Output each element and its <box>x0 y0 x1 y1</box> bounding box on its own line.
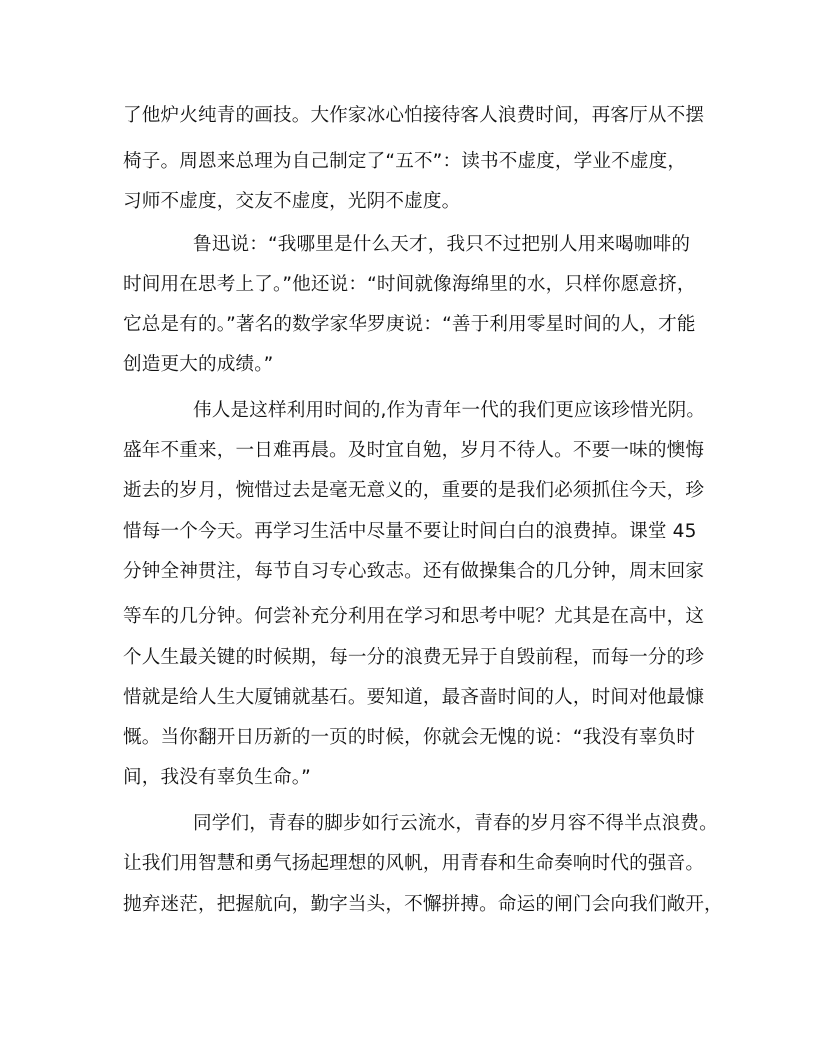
text-line: 惜每一个今天。再学习生活中尽量不要让时间白白的浪费掉。课堂 45 <box>123 521 697 542</box>
text-line: 了他炉火纯青的画技。大作家冰心怕接待客人浪费时间，再客厅从不摆 <box>123 105 705 126</box>
text-line: 抛弃迷茫，把握航向，勤字当头，不懈拼搏。命运的闸门会向我们敞开， <box>123 894 723 915</box>
text-line: 分钟全神贯注，每节自习专心致志。还有做操集合的几分钟，周末回家 <box>123 561 705 582</box>
text-line: 它总是有的。”著名的数学家华罗庚说：“善于利用零星时间的人，才能 <box>123 314 696 335</box>
text-line: 伟人是这样利用时间的,作为青年一代的我们更应该珍惜光阴。 <box>193 400 706 421</box>
text-line: 让我们用智慧和勇气扬起理想的风帆，用青春和生命奏响时代的强音。 <box>123 853 705 874</box>
text-line: 同学们，青春的脚步如行云流水，青春的岁月容不得半点浪费。 <box>193 813 718 834</box>
text-line: 间，我没有辜负生命。” <box>123 767 311 788</box>
text-line: 椅子。周恩来总理为自己制定了“五不”：读书不虚度，学业不虚度， <box>123 151 687 172</box>
text-line: 慨。当你翻开日历新的一页的时候，你就会无愧的说：“我没有辜负时 <box>123 727 696 748</box>
text-line: 盛年不重来，一日难再晨。及时宜自勉，岁月不待人。不要一味的懊悔 <box>123 440 705 461</box>
text-line: 鲁迅说：“我哪里是什么天才，我只不过把别人用来喝咖啡的 <box>193 234 691 255</box>
text-line: 个人生最关键的时候期，每一分的浪费无异于自毁前程，而每一分的珍 <box>123 647 705 668</box>
text-line: 惜就是给人生大厦铺就基石。要知道，最吝啬时间的人，时间对他最慷 <box>123 687 705 708</box>
text-line: 逝去的岁月，惋惜过去是毫无意义的，重要的是我们必须抓住今天，珍 <box>123 480 705 501</box>
text-line: 时间用在思考上了。”他还说：“时间就像海绵里的水，只样你愿意挤， <box>123 274 696 295</box>
text-line: 创造更大的成绩。” <box>123 354 274 375</box>
text-line: 等车的几分钟。何尝补充分利用在学习和思考中呢？尤其是在高中，这 <box>123 606 705 627</box>
text-line: 习师不虚度，交友不虚度，光阴不虚度。 <box>123 191 461 212</box>
